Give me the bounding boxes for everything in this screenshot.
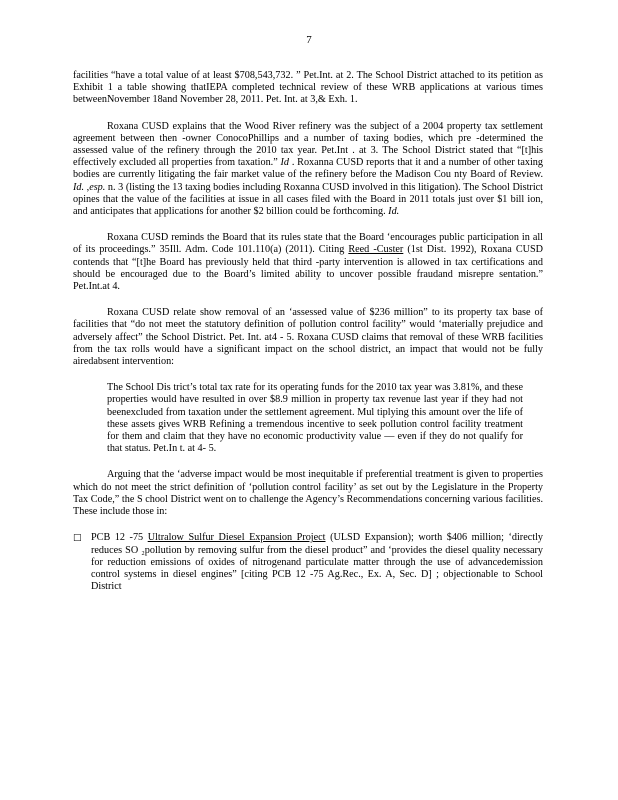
case-citation-link: Reed -Custer [348,244,404,256]
page-number: 7 [306,34,312,46]
list-item [73,532,543,593]
block-quote: The School Dis trict’s total tax rate for its operating funds for the 2010 tax year was 3.81%, and these properties would have resulted in over $8.9 million in property tax revenue last year if they had not beenexcluded from taxation under the settlement agreement. Mul tiplying this amount over the life of these assets gives WRB Refining a tremendous incentive to seek pollution control facility treatment for them and claim that they have no economic productivity value — even if they do not qualify for that status. Pet.In t. at 4- 5. [107,382,523,455]
bullet-text: PCB 12 -75 Ultralow Sulfur Diesel Expansion Project (ULSD Expansion); worth $406 million; ‘directly reduces SO ₂pollution by removing sulfur from the diesel product” and ‘provides the diesel quality necessary for reduction emissions of oxides of nitrogenand particulate matter through the use of advancedemission control systems in diesel engines” [citing PCB 12 -75 Ag.Rec., Ex. A, Sec. D] ; objectionable to School District [91,532,544,593]
checkbox-bullet-icon: □ [73,533,82,544]
paragraph-public-participation: Roxana CUSD reminds the Board that its rules state that the Board ‘encourages public participation in all of its proceedings.” 35Ill. Adm. Code 101.110(a) (2011). Citing Reed -Custer (1st Dist. 1992), Roxana CUSD contends that “[t]he Board has previously held that third -party intervention is allowed in tax certifications and should be encouraged due to the Board’s limited ability to uncover possible fraudand misrepre sentation.” Pet.Int.at 4. [73,232,543,293]
document-body [73,70,543,593]
paragraph-removal-impact: Roxana CUSD relate show removal of an ‘assessed value of $236 million” to its property tax base of facilities that “do not meet the statutory definition of pollution control facility” would ‘materially prejudice and adversely affect” the School District. Pet. Int. at4 - 5. Roxana CUSD claims that removal of these WRB facilities from the tax rolls would have a significant impact on the school district, an impact that would not be fully airedabsent intervention: [73,307,543,368]
paragraph-tax-settlement: Roxana CUSD explains that the Wood River refinery was the subject of a 2004 property tax settlement agreement between then -owner ConocoPhillips and a number of taxing bodies, which pre -determined the assessed value of the refinery through the 2010 tax year. Pet.Int . at 3. The School District stated that “[t]his effectively excluded all properties from taxation.” Id . Roxanna CUSD reports that it and a number of other taxing bodies are currently litigating the fair market value of the refinery before the Madison Cou nty Board of Review. Id. ,esp. n. 3 (listing the 13 taxing bodies including Roxanna CUSD involved in this litigation). The School District opines that the value of the facilities at issue in all cases filed with the Board in 2011 totals just over $1 bill ion, and anticipates that applications for another $2 billion could be forthcoming. Id. [73,120,543,218]
project-title: Ultralow Sulfur Diesel Expansion Project [147,532,326,544]
paragraph-adverse-impact: Arguing that the ‘adverse impact would be most inequitable if preferential treatment is given to properties which do not meet the strict definition of ‘pollution control facility’ as set out by the Legislature in the Property Tax Code,” the S chool District went on to challenge the Agency’s Recommendations concerning various facilities. These include those in: [73,469,543,518]
paragraph-facilities-value: facilities “have a total value of at least $708,543,732. ” Pet.Int. at 2. The School District attached to its petition as Exhibit 1 a table showing thatIEPA completed technical review of these WRB applications at various times betweenNovember 18and November 28, 2011. Pet. Int. at 3,& Exh. 1. [73,70,543,106]
